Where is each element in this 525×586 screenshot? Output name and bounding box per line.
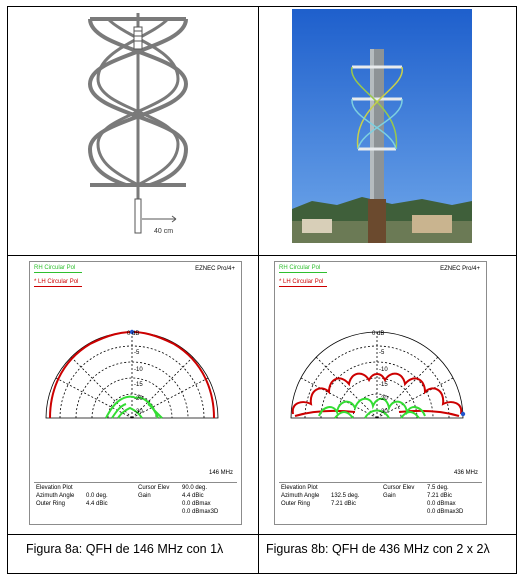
qfh-drawing-svg: [68, 9, 208, 249]
legend-lh-swatch: [279, 286, 327, 287]
polar-plot-b: [275, 292, 486, 462]
gain-value: 4.4 dBic: [182, 493, 204, 499]
ring-label-5: -5: [379, 350, 385, 356]
elevation-label: Elevation Plot: [281, 485, 318, 491]
ring-label-30: -30: [134, 409, 143, 415]
gain-label: Gain: [138, 493, 151, 499]
azimuth-label: Azimuth Angle: [281, 493, 320, 499]
column-divider: [258, 7, 259, 573]
legend-lh-label: LH Circular Pol: [283, 279, 324, 285]
gain-dbmax3d: 0.0 dBmax3D: [427, 509, 464, 515]
qfh-drawing: [68, 9, 208, 249]
gain-dbmax: 0.0 dBmax: [427, 501, 456, 507]
gain-value: 7.21 dBic: [427, 493, 453, 499]
gain-dbmax3d: 0.0 dBmax3D: [182, 509, 219, 515]
legend-rh-label: RH Circular Pol: [279, 265, 321, 271]
polar-plot-a: [30, 292, 241, 462]
elevation-label: Elevation Plot: [36, 485, 73, 491]
azimuth-value: 0.0 deg.: [86, 493, 108, 499]
legend-lh-a: * LH Circular Pol: [34, 279, 82, 287]
gain-label: Gain: [383, 493, 396, 499]
legend-rh-a: [34, 265, 82, 273]
legend-rh-swatch: [34, 272, 82, 273]
dimension-label: 40 cm: [154, 228, 174, 235]
outer-ring-label: Outer Ring: [36, 501, 66, 507]
program-name: EZNEC Pro/4+: [195, 266, 235, 272]
legend-lh-swatch: [34, 286, 82, 287]
eznec-plot-b: [274, 261, 487, 525]
azimuth-value: 132.5 deg.: [331, 493, 360, 499]
eznec-plot-a: [29, 261, 242, 525]
caption-figure-8a: Figura 8a: QFH de 146 MHz con 1λ: [26, 542, 224, 556]
ring-label-30: -30: [379, 409, 388, 415]
frequency: 146 MHz: [208, 470, 233, 476]
outer-ring-label: Outer Ring: [281, 501, 311, 507]
legend-lh-b: * LH Circular Pol: [279, 279, 327, 287]
ring-label-5: -5: [134, 350, 140, 356]
cursor-elev-label: Cursor Elev: [383, 485, 415, 491]
ring-label-15: -15: [379, 382, 388, 388]
cursor-elev-label: Cursor Elev: [138, 485, 170, 491]
ring-label-15: -15: [134, 382, 143, 388]
caption-figure-8b: Figuras 8b: QFH de 436 MHz con 2 x 2λ: [266, 542, 490, 556]
row-divider-top: [8, 255, 516, 256]
legend-rh-label: RH Circular Pol: [34, 265, 76, 271]
info-box: [34, 482, 237, 523]
azimuth-label: Azimuth Angle: [36, 493, 75, 499]
legend-lh-label: LH Circular Pol: [38, 279, 79, 285]
program-name: EZNEC Pro/4+: [440, 266, 480, 272]
antenna-photo-svg: [292, 9, 472, 243]
ring-label-0: 0 dB: [127, 331, 140, 337]
row-divider-bottom: [8, 534, 516, 535]
ring-label-10: -10: [134, 367, 143, 373]
outer-ring-value: 4.4 dBic: [86, 501, 108, 507]
ring-label-20: -20: [134, 396, 143, 402]
ring-label-10: -10: [379, 367, 388, 373]
legend-rh-swatch: [279, 272, 327, 273]
cursor-elev-value: 90.0 deg.: [182, 485, 208, 491]
info-box: [279, 482, 482, 523]
figure-table: [7, 6, 517, 574]
antenna-photo: [292, 9, 472, 243]
cursor-elev-value: 7.5 deg.: [427, 485, 449, 491]
ring-label-20: -20: [379, 396, 388, 402]
legend-rh-b: [279, 265, 327, 273]
outer-ring-value: 7.21 dBic: [331, 501, 357, 507]
ring-label-0: 0 dB: [372, 331, 385, 337]
gain-dbmax: 0.0 dBmax: [182, 501, 211, 507]
frequency: 436 MHz: [453, 470, 478, 476]
